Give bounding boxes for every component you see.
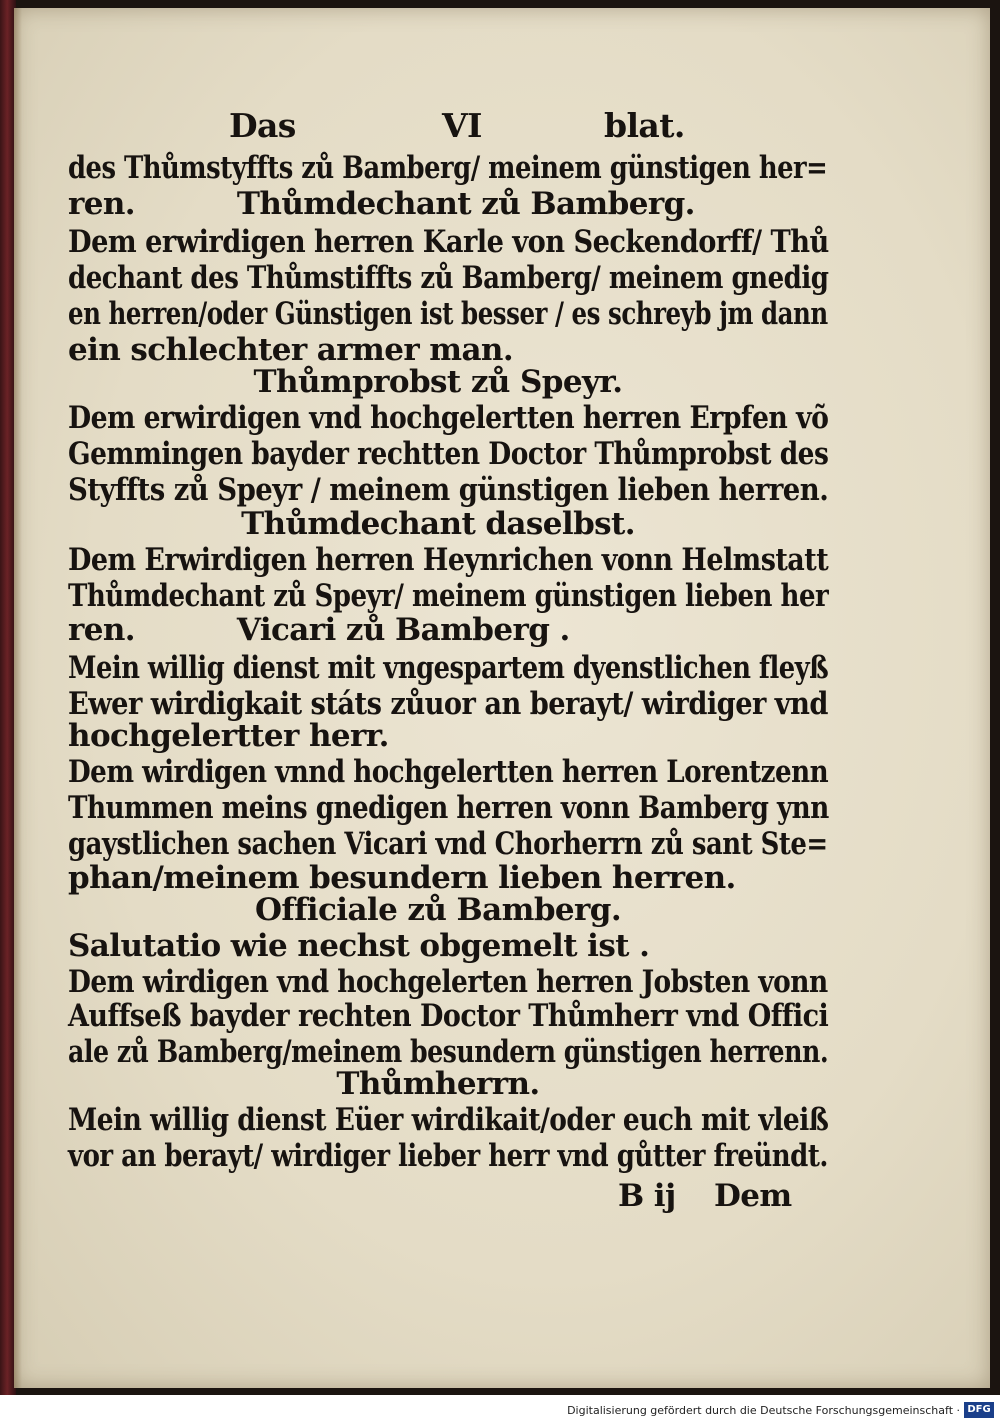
text-line: Dem Erwirdigen herren Heynrichen vonn Helmstatt [68,542,829,578]
funding-credit: Digitalisierung gefördert durch die Deutsche Forschungsgemeinschaft · [567,1404,960,1417]
text-line: vor an berayt/ wirdiger lieber herr vnd gůtter freündt. [68,1138,828,1174]
text-line: Dem wirdigen vnnd hochgelertten herren Lorentzenn [68,754,829,790]
text-line: Mein willig dienst Eüer wirdikait/oder euch mit vleiß [68,1102,829,1138]
text-line: Auffseß bayder rechten Doctor Thůmherr vnd Offici [68,998,829,1034]
text-line: Dem erwirdigen vnd hochgelertten herren Erpfen võ [68,400,829,436]
section-heading: Thůmdechant daselbst. [241,506,635,542]
section-heading: Thůmherrn. [336,1066,540,1102]
text-line: ren. Vicari zů Bamberg . [68,612,570,648]
section-heading: Thůmprobst zů Speyr. [253,364,623,400]
text-line: ale zů Bamberg/meinem besundern günstigen herrenn. [68,1034,829,1070]
catchword: Dem [714,1178,792,1214]
text-line: Ewer wirdigkait státs zůuor an berayt/ wirdiger vnd [68,686,828,722]
text-line: dechant des Thůmstiffts zů Bamberg/ meinem gnedig [68,260,829,296]
text-line: Gemmingen bayder rechtten Doctor Thůmprobst des [68,436,829,472]
text-line: Salutatio wie nechst obgemelt ist . [68,928,650,964]
section-heading: Officiale zů Bamberg. [254,892,622,928]
running-head-left: Das [229,106,296,145]
folio-number: VI [442,106,482,145]
text-line: Thůmdechant zů Speyr/ meinem günstigen lieben her [68,578,829,614]
text-line: hochgelertter herr. [68,718,389,754]
running-head-right: blat. [604,106,685,145]
text-line: Dem erwirdigen herren Karle von Seckendorff/ Thů [68,224,829,260]
text-line: phan/meinem besundern lieben herren. [68,860,736,896]
text-line: ren. Thůmdechant zů Bamberg. [68,186,695,222]
text-line: en herren/oder Günstigen ist besser / es schreyb jm dann [68,296,828,332]
digitization-footer [0,1398,1000,1425]
dfg-logo: DFG [964,1402,994,1418]
book-page [14,8,990,1388]
text-line: Thummen meins gnedigen herren vonn Bamberg ynn [68,790,829,826]
text-line: ein schlechter armer man. [68,332,514,368]
page-gutter-shadow [14,8,22,1388]
text-line: Dem wirdigen vnd hochgelerten herren Jobsten vonn [68,964,828,1000]
text-line: Mein willig dienst mit vngespartem dyenstlichen fleyß [68,650,829,686]
text-line: Styffts zů Speyr / meinem günstigen lieben herren. [68,472,829,508]
text-line: gaystlichen sachen Vicari vnd Chorherrn zů sant Ste= [68,826,828,862]
text-line: des Thůmstyffts zů Bamberg/ meinem günstigen her= [68,150,828,186]
signature-mark: B ij [618,1178,676,1214]
